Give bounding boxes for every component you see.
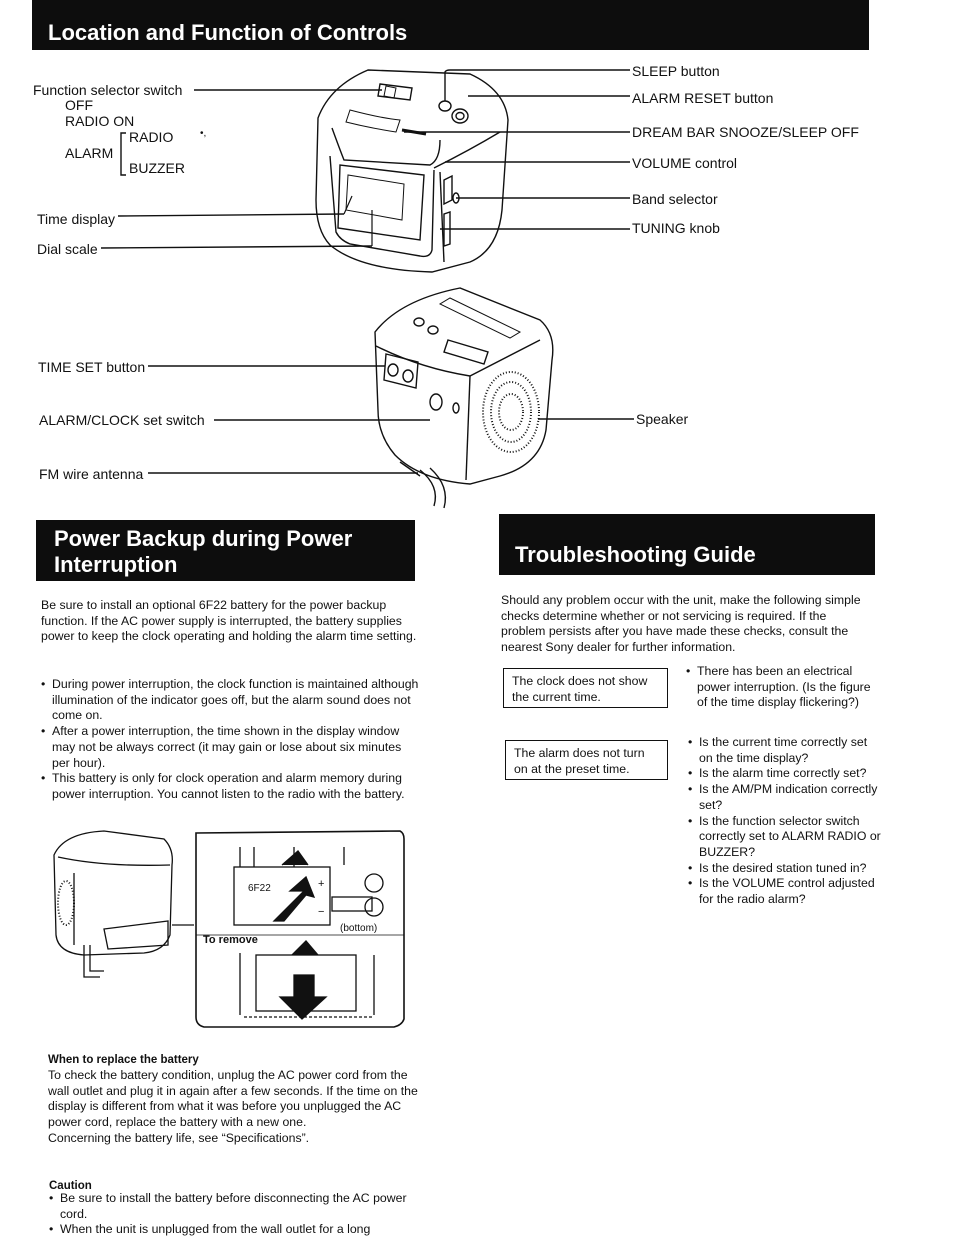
function-selector-label: Function selector switch bbox=[33, 82, 183, 98]
caution-item: • Be sure to install the battery before disconnecting the AC power cord. bbox=[49, 1191, 425, 1222]
remedy-item: • There has been an electrical power interruption. (Is the figure of the time display flickering?) bbox=[686, 664, 876, 711]
radio-label: RADIO bbox=[129, 129, 174, 145]
problem-box-alarm: The alarm does not turn on at the preset time. bbox=[505, 740, 668, 780]
tuning-knob-label: TUNING knob bbox=[632, 220, 720, 236]
caution-notes bbox=[49, 1191, 425, 1238]
problem-box-clock: The clock does not show the current time. bbox=[503, 668, 668, 708]
band-selector-label: Band selector bbox=[632, 191, 718, 207]
battery-bottom-text: (bottom) bbox=[340, 923, 378, 934]
power-backup-title-line2: Interruption bbox=[54, 552, 178, 577]
clock-front-illustration bbox=[0, 0, 954, 300]
troubleshooting-intro: Should any problem occur with the unit, make the following simple checks determine whether or not servicing is required. If the problem persists after you have made these checks, consult the nearest Sony dealer for further information. bbox=[501, 593, 861, 655]
replace-battery-text: To check the battery condition, unplug the AC power cord from the wall outlet and plug it in again after a few seconds. If the time on the display is different from what it was before you unplugged the AC power cord, replace the battery with a new one. Concerning the battery life, see “Specifications”. bbox=[48, 1068, 418, 1145]
alarm-clock-switch-label: ALARM/CLOCK set switch bbox=[39, 412, 205, 428]
off-label: OFF bbox=[65, 97, 93, 113]
remedy-list-clock bbox=[686, 664, 876, 711]
volume-control-label: VOLUME control bbox=[632, 155, 738, 171]
power-backup-header bbox=[36, 520, 415, 581]
radio-on-label: RADIO ON bbox=[65, 113, 135, 129]
remedy-item: • Is the current time correctly set on the time display? bbox=[688, 735, 884, 766]
power-backup-intro: Be sure to install an optional 6F22 battery for the power backup function. If the AC power supply is interrupted, the battery supplies power to keep the clock operating and holding the alarm time setting. bbox=[41, 598, 417, 644]
controls-header-title: Location and Function of Controls bbox=[48, 20, 408, 45]
battery-illustration bbox=[44, 825, 424, 1035]
speaker-label: Speaker bbox=[636, 411, 689, 427]
replace-battery-heading: When to replace the battery bbox=[48, 1054, 199, 1066]
remedy-list-alarm bbox=[688, 735, 884, 908]
power-backup-notes bbox=[41, 677, 421, 803]
battery-minus-text: − bbox=[318, 906, 325, 918]
buzzer-label: BUZZER bbox=[129, 160, 185, 176]
to-remove-text: To remove bbox=[203, 934, 258, 946]
power-note-item: • During power interruption, the clock function is maintained although illumination of the indicator goes off, but the alarm sound does not come on. bbox=[41, 677, 421, 724]
remedy-item: • Is the VOLUME control adjusted for the radio alarm? bbox=[688, 876, 884, 907]
remedy-item: • Is the alarm time correctly set? bbox=[688, 766, 884, 782]
troubleshooting-header bbox=[499, 514, 875, 575]
svg-text:•,: •, bbox=[200, 128, 207, 139]
time-set-label: TIME SET button bbox=[38, 359, 146, 375]
remedy-item: • Is the function selector switch correctly set to ALARM RADIO or BUZZER? bbox=[688, 814, 884, 861]
time-display-label: Time display bbox=[37, 211, 116, 227]
caution-heading: Caution bbox=[49, 1180, 92, 1192]
battery-plus-text: + bbox=[318, 878, 325, 890]
troubleshooting-title: Troubleshooting Guide bbox=[515, 542, 756, 567]
remedy-item: • Is the AM/PM indication correctly set? bbox=[688, 782, 884, 813]
power-note-item: • After a power interruption, the time shown in the display window may not be always correct (it may gain or lose about six minutes per hour). bbox=[41, 724, 421, 771]
sleep-button-label: SLEEP button bbox=[632, 63, 720, 79]
battery-type-text: 6F22 bbox=[248, 883, 271, 894]
remedy-item: • Is the desired station tuned in? bbox=[688, 861, 884, 877]
clock-rear-illustration bbox=[0, 280, 954, 520]
dream-bar-label: DREAM BAR SNOOZE/SLEEP OFF bbox=[632, 124, 859, 140]
fm-antenna-label: FM wire antenna bbox=[39, 466, 144, 482]
alarm-reset-label: ALARM RESET button bbox=[632, 90, 774, 106]
caution-item: • When the unit is unplugged from the wall outlet for a long bbox=[49, 1222, 425, 1238]
power-note-item: • This battery is only for clock operation and alarm memory during power interruption. You cannot listen to the radio with the battery. bbox=[41, 771, 421, 802]
dial-scale-label: Dial scale bbox=[37, 241, 98, 257]
alarm-label: ALARM bbox=[65, 145, 114, 161]
power-backup-title-line1: Power Backup during Power bbox=[54, 526, 353, 551]
